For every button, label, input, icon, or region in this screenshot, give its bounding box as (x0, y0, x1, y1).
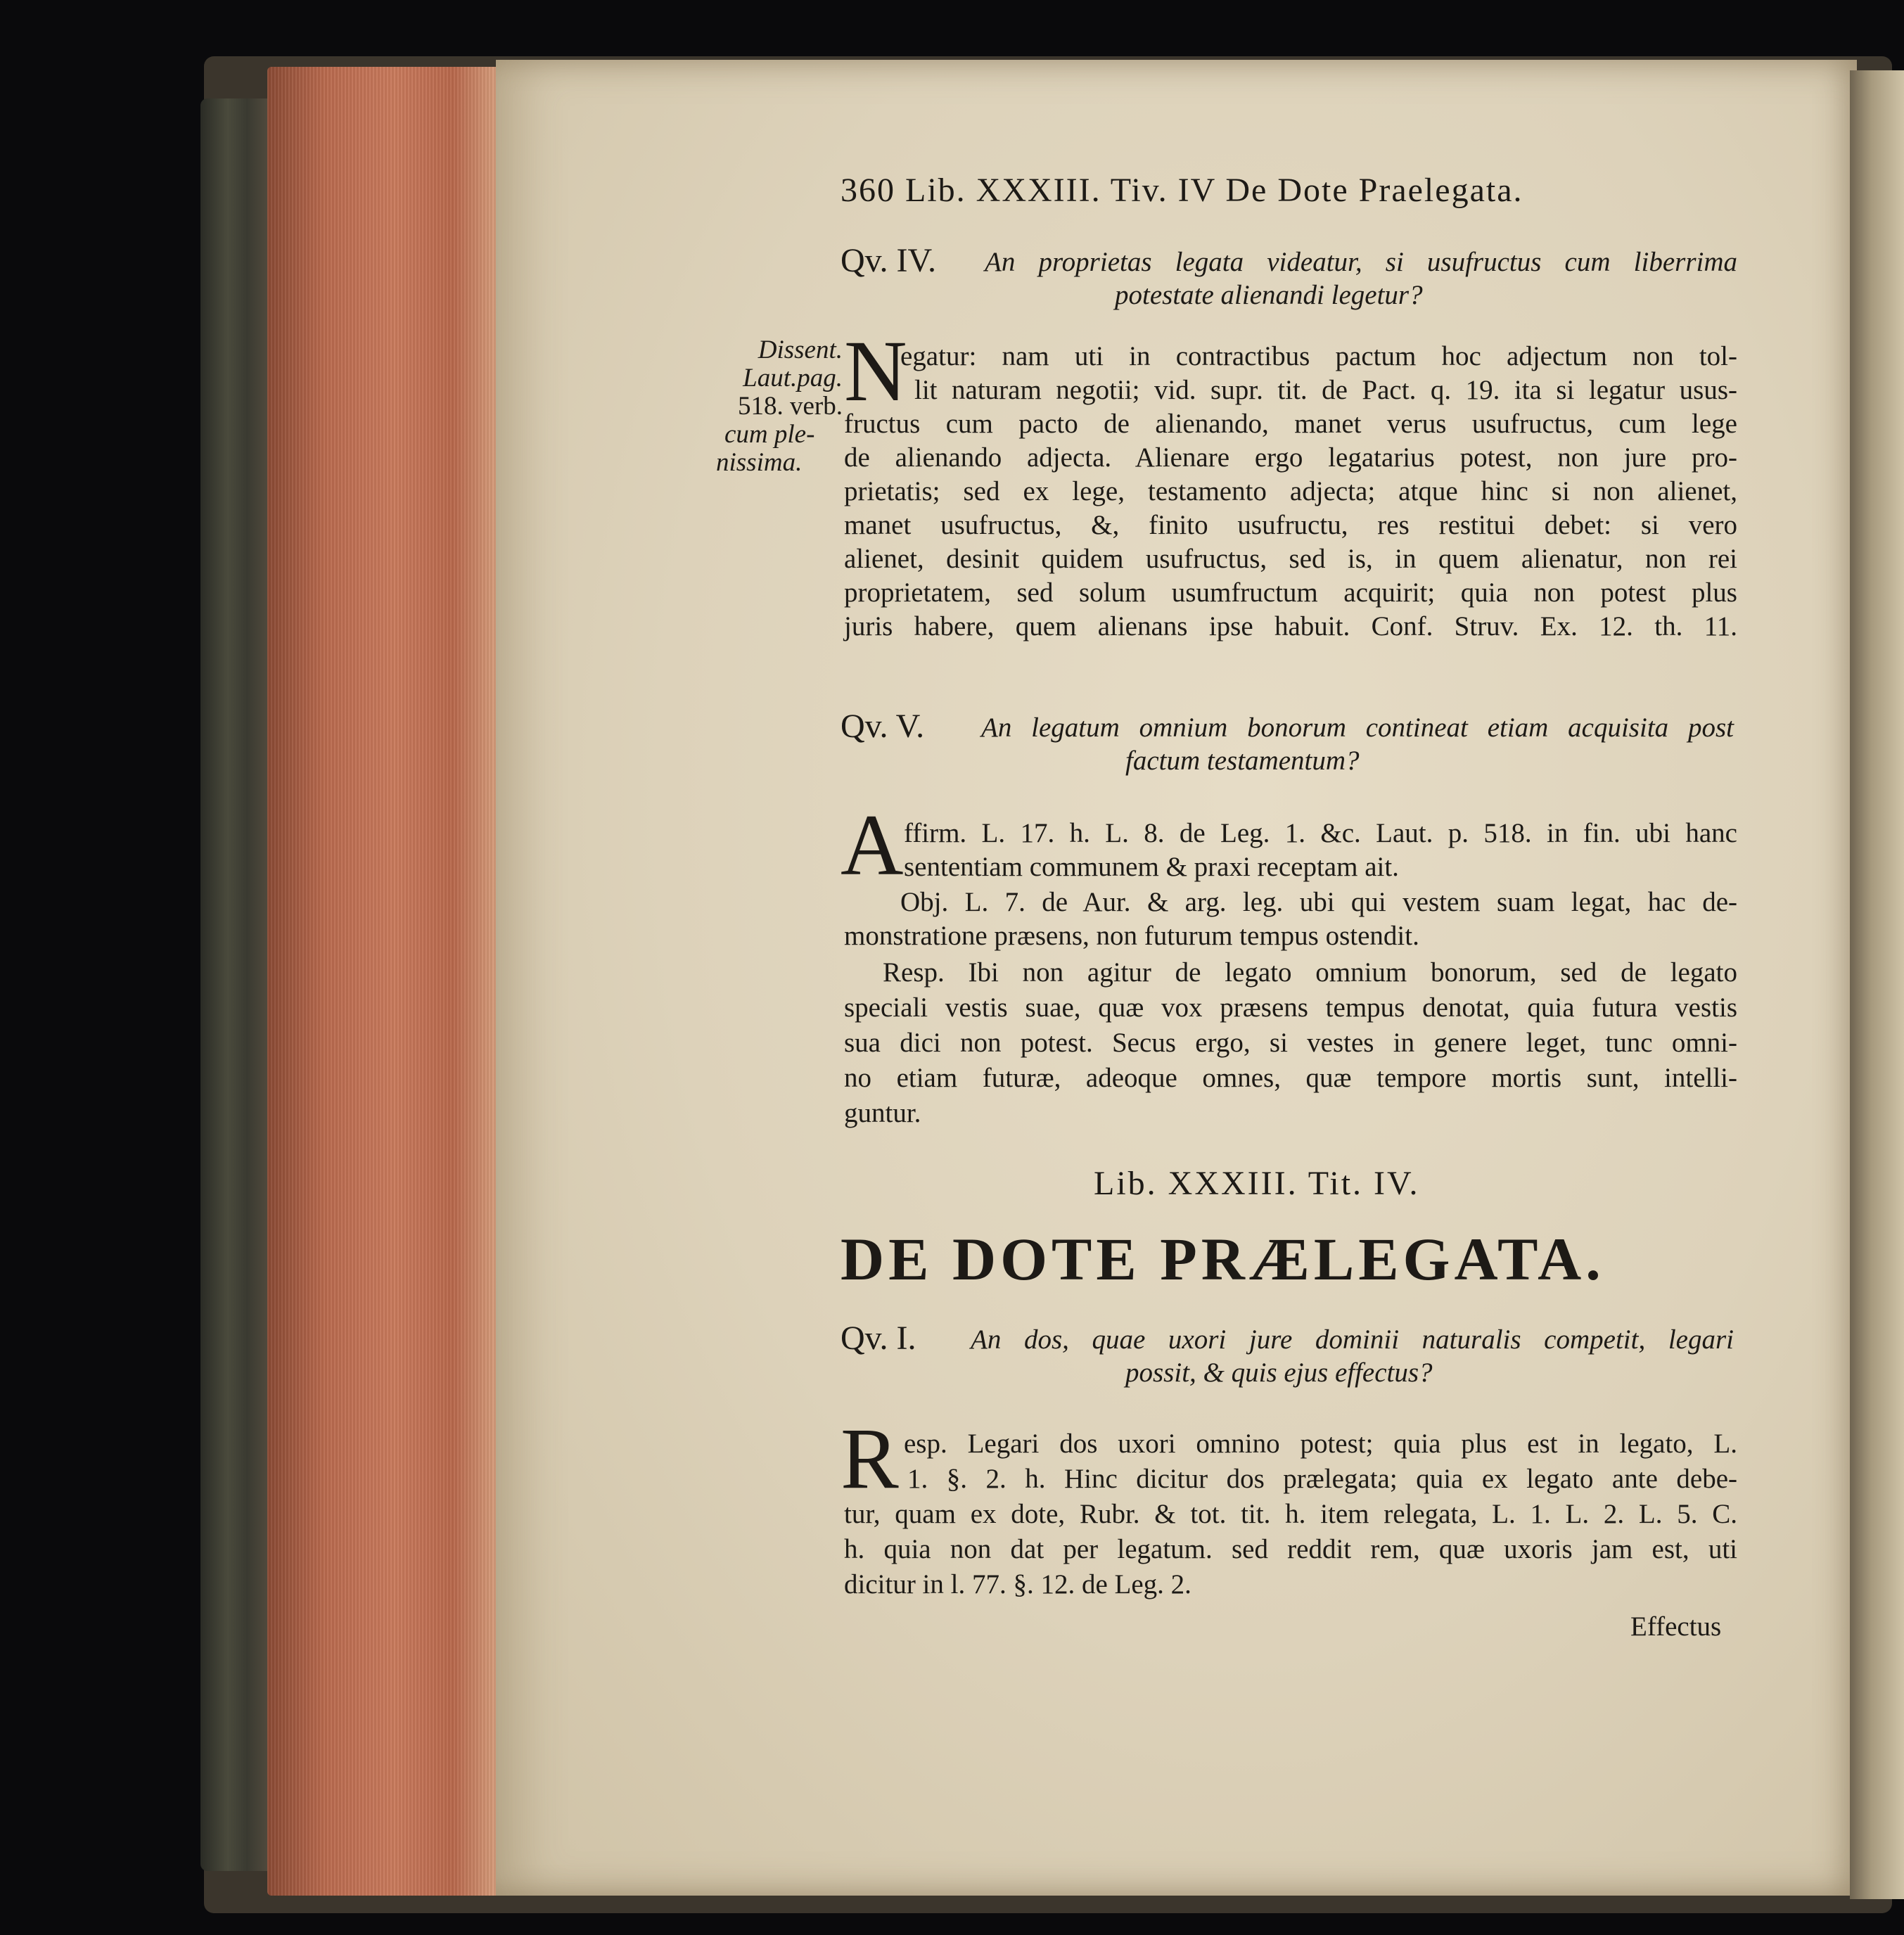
text-line: prietatis; sed ex lege, testamento adjecta; atque hinc si non alienet, (844, 476, 1737, 506)
text-line: dicitur in l. 77. §. 12. de Leg. 2. (844, 1569, 1191, 1599)
text-line: sententiam communem & praxi receptam ait. (904, 852, 1399, 882)
text-line: manet usufructus, &, finito usufructu, res restitui debet: si vero (844, 510, 1737, 540)
text-line: esp. Legari dos uxori omnino potest; quia plus est in legato, L. (904, 1429, 1737, 1459)
question-label: Qv. IV. (841, 242, 937, 279)
question-label: Qv. V. (841, 708, 925, 745)
text-line: tur, quam ex dote, Rubr. & tot. tit. h. item relegata, L. 1. L. 2. L. 5. C. (844, 1499, 1737, 1529)
text-line: guntur. (844, 1098, 921, 1128)
text-line: juris habere, quem alienans ipse habuit. Conf. Struv. Ex. 12. th. 11. (844, 611, 1737, 641)
question-title: An legatum omnium bonorum contineat etiam acquisita post (981, 713, 1734, 743)
question-title: An proprietas legata videatur, si usufructus cum liberrima (985, 247, 1737, 277)
text-line: proprietatem, sed solum usumfructum acquirit; quia non potest plus (844, 577, 1737, 608)
running-header: 360 Lib. XXXIII. Tiv. IV De Dote Praelegata. (841, 172, 1523, 209)
text-line: speciali vestis suae, quæ vox præsens tempus denotat, quia futura vestis (844, 992, 1737, 1023)
question-label: Qv. I. (841, 1320, 916, 1357)
question-title: possit, & quis ejus effectus? (1125, 1358, 1433, 1388)
text-line: fructus cum pacto de alienando, manet verus usufructus, cum lege (844, 409, 1737, 439)
drop-cap: R (841, 1410, 899, 1507)
text-line: lit naturam negotii; vid. supr. tit. de Pact. q. 19. ita si legatur usus- (914, 375, 1737, 405)
drop-cap: N (844, 323, 907, 419)
catchword: Effectus (1630, 1611, 1722, 1642)
section-subtitle: Lib. XXXIII. Tit. IV. (1094, 1165, 1420, 1202)
question-title: potestate alienandi legetur? (1115, 280, 1423, 310)
text-line: sua dici non potest. Secus ergo, si vestes in genere leget, tunc omni- (844, 1028, 1737, 1058)
text-line: de alienando adjecta. Alienare ergo legatarius potest, non jure pro- (844, 442, 1737, 473)
margin-note: Dissent. Laut.pag. 518. verb. cum ple- nissima. (716, 336, 843, 477)
text-line: Obj. L. 7. de Aur. & arg. leg. ubi qui vestem suam legat, hac de- (900, 887, 1737, 917)
text-line: 1. §. 2. h. Hinc dicitur dos prælegata; quia ex legato ante debe- (907, 1464, 1737, 1494)
question-title: An dos, quae uxori jure dominii naturalis competit, legari (971, 1324, 1734, 1355)
drop-cap: A (841, 797, 904, 893)
text-line: no etiam futuræ, adeoque omnes, quæ tempore mortis sunt, intelli- (844, 1063, 1737, 1093)
question-title: factum testamentum? (1125, 746, 1360, 776)
text-line: egatur: nam uti in contractibus pactum hoc adjectum non tol- (900, 341, 1737, 371)
text-line: monstratione præsens, non futurum tempus ostendit. (844, 921, 1419, 951)
section-title: DE DOTE PRÆLEGATA. (841, 1225, 1605, 1293)
text-line: Resp. Ibi non agitur de legato omnium bonorum, sed de legato (883, 957, 1737, 988)
text-line: alienet, desinit quidem usufructus, sed is, in quem alienatur, non rei (844, 544, 1737, 574)
text-line: ffirm. L. 17. h. L. 8. de Leg. 1. &c. Laut. p. 518. in fin. ubi hanc (904, 818, 1737, 848)
text-line: h. quia non dat per legatum. sed reddit rem, quæ uxoris jam est, uti (844, 1534, 1737, 1564)
